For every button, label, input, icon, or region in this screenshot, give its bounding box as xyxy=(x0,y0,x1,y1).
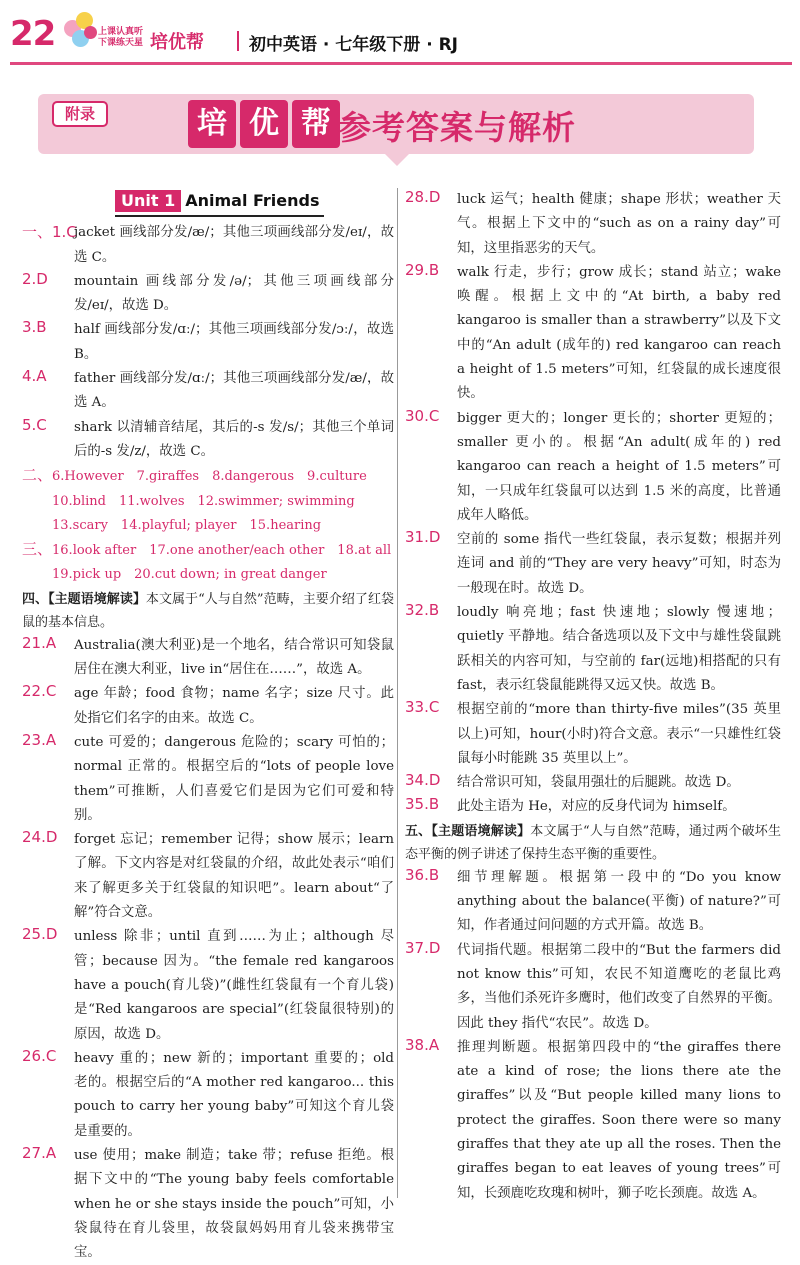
answer-item xyxy=(405,407,781,528)
answer-number: 36.B xyxy=(405,865,440,884)
answer-item xyxy=(22,682,394,731)
slogan xyxy=(98,27,143,49)
banner-title: 参考答案与解析 xyxy=(338,108,576,147)
answer-number: 35.B xyxy=(405,795,440,814)
answer-number: 31.D xyxy=(405,528,441,547)
answer-number: 2.D xyxy=(22,269,48,288)
answer-number: 37.D xyxy=(405,938,441,957)
answer-explanation: 细节理解题。根据第一段中的“Do you know anything about the balance(平衡) of nature?”可知，作者通过问问题的方式开篇。故选 B。 xyxy=(457,869,781,934)
section-label: 三、 xyxy=(22,540,53,559)
answer-item xyxy=(405,795,781,819)
answer-item xyxy=(405,601,781,698)
answer-item xyxy=(22,828,394,925)
answer-list-3 xyxy=(405,188,781,820)
answer-item xyxy=(405,771,781,795)
answer-item xyxy=(405,1036,781,1206)
answer-item xyxy=(405,698,781,771)
section-4-intro xyxy=(22,588,394,634)
answer-explanation: unless 除非；until 直到……为止；although 尽管；because 因为。“the female red kangaroos have a pouch(育儿袋)”(雌性红袋鼠有一个育儿袋)是“Red kangaroos are special”(红袋鼠很特别)的原因，故选 D。 xyxy=(74,929,394,1042)
answer-number: 27.A xyxy=(22,1143,57,1162)
answer-explanation: cute 可爱的；dangerous 危险的；scary 可怕的；normal 正常的。根据空后的“lots of people love them”可推断，人们喜爱它们是因为它们可爱和特别。 xyxy=(74,734,394,823)
answer-item xyxy=(22,1047,394,1144)
answer-explanation: Australia(澳大利亚)是一个地名，结合常识可知袋鼠居住在澳大利亚，live in“居住在……”，故选 A。 xyxy=(74,637,394,678)
answer-item xyxy=(22,416,394,465)
answer-number: 22.C xyxy=(22,682,57,701)
answer-number: 33.C xyxy=(405,698,440,717)
intro-label: 四、【主题语境解读】 xyxy=(22,591,146,607)
answer-list-2 xyxy=(22,634,394,1265)
answer-number: 30.C xyxy=(405,406,440,425)
brand-char-2: 优 xyxy=(240,100,288,148)
answer-number: 4.A xyxy=(22,367,47,386)
intro-label: 五、【主题语境解读】 xyxy=(405,823,531,839)
course-title: 初中英语 · 七年级下册 · RJ xyxy=(249,35,459,55)
column-divider xyxy=(397,188,398,1198)
answer-number: 3.B xyxy=(22,318,47,337)
answer-explanation: mountain 画线部分发/ə/；其他三项画线部分发/eɪ/，故选 D。 xyxy=(74,273,394,314)
answer-explanation: father 画线部分发/ɑː/；其他三项画线部分发/æ/，故选 A。 xyxy=(74,371,394,411)
unit-title: Animal Friends xyxy=(185,191,320,210)
answer-explanation: forget 忘记；remember 记得；show 展示；learn 了解。下文内容是对红袋鼠的介绍，故此处表示“咱们来了解更多关于红袋鼠的知识吧”。learn about“了解”符合文意。 xyxy=(74,832,394,921)
slogan-line-2: 下课练天星 xyxy=(98,38,144,48)
banner-pointer xyxy=(383,152,411,166)
answer-number: 28.D xyxy=(405,188,441,206)
section-5-intro xyxy=(405,820,781,866)
answer-number: 38.A xyxy=(405,1035,440,1054)
answer-explanation: loudly 响亮地；fast 快速地；slowly 慢速地；quietly 平静地。结合备选项以及下文中与雄性袋鼠跳跃相关的内容可知，与空前的 far(远地)相搭配的只有 fast，表示红袋鼠能跳得又远又快。故选 B。 xyxy=(457,605,781,693)
section-2-answers xyxy=(22,464,394,538)
header-divider xyxy=(237,31,239,51)
answer-list-4 xyxy=(405,866,781,1206)
answer-explanation: shark 以清辅音结尾，其后的-s 发/s/；其他三个单词后的-s 发/z/，故选 C。 xyxy=(74,419,394,459)
section-answers-line: 19.pick up 20.cut down; in great danger xyxy=(52,567,327,583)
answer-explanation: 结合常识可知，袋鼠用强壮的后腿跳。故选 D。 xyxy=(457,775,740,791)
answer-number: 一、1.C xyxy=(22,223,77,242)
answer-item xyxy=(405,866,781,939)
answer-list-1 xyxy=(22,221,394,464)
answer-item xyxy=(22,731,394,828)
section-answers-line: 13.scary 14.playful; player 15.hearing xyxy=(52,517,322,533)
answer-explanation: 代词指代题。根据第二段中的“But the farmers did not know this”可知，农民不知道鹰吃的老鼠比鸡多，当他们杀死许多鹰时，他们改变了自然界的平衡。因此 they 指代“农民”。故选 D。 xyxy=(457,942,781,1031)
answer-number: 34.D xyxy=(405,771,441,790)
intro-text: 本文属于“人与自然”范畴，通过两个破坏生态平衡的例子讲述了保持生态平衡的重要性。 xyxy=(405,823,781,862)
page-number: 22 xyxy=(10,14,56,54)
answer-item xyxy=(405,939,781,1036)
answer-item xyxy=(22,270,394,319)
right-column xyxy=(405,188,781,1206)
section-3-answers xyxy=(22,538,394,588)
answer-number: 25.D xyxy=(22,925,58,944)
brand-char-3: 帮 xyxy=(292,100,340,148)
page-header xyxy=(0,0,800,70)
brand-name: 培优帮 xyxy=(150,32,204,53)
answer-item xyxy=(405,261,781,407)
slogan-line-1: 上课认真听 xyxy=(98,27,144,37)
answer-item xyxy=(405,528,781,601)
appendix-tag: 附录 xyxy=(52,101,108,127)
section-answers-line: 6.However 7.giraffes 8.dangerous 9.culture xyxy=(52,469,367,485)
answer-item xyxy=(22,1144,394,1265)
answer-explanation: heavy 重的；new 新的；important 重要的；old 老的。根据空后的“A mother red kangaroo... this pouch to carry her young baby”可知这个育儿袋是重要的。 xyxy=(74,1050,394,1139)
intro-text: 本文属于“人与自然”范畴，主要介绍了红袋鼠的基本信息。 xyxy=(22,591,394,630)
answer-explanation: age 年龄；food 食物；name 名字；size 尺寸。此处指它们名字的由来。故选 C。 xyxy=(74,686,394,726)
answer-number: 26.C xyxy=(22,1046,57,1065)
answer-item xyxy=(22,318,394,367)
unit-label: Unit 1 xyxy=(115,190,181,212)
answer-item xyxy=(22,367,394,416)
answer-number: 24.D xyxy=(22,828,58,847)
answer-number: 5.C xyxy=(22,415,47,434)
section-answers-line: 10.blind 11.wolves 12.swimmer; swimming xyxy=(52,493,355,509)
answer-number: 29.B xyxy=(405,260,440,279)
answer-explanation: bigger 更大的；longer 更长的；shorter 更短的；smaller 更小的。根据“An adult(成年的) red kangaroo can reach a height of 1.5 meters”可知，一只成年红袋鼠可以达到 1.5 米的高度，比普通成年人略低。 xyxy=(457,410,781,523)
answer-number: 32.B xyxy=(405,601,440,620)
answer-item xyxy=(22,634,394,683)
answer-explanation: 根据空前的“more than thirty-five miles”(35 英里以上)可知，hour(小时)符合文意。表示“一只雄性红袋鼠每小时能跳 35 英里以上”。 xyxy=(457,702,781,766)
answer-explanation: luck 运气；health 健康；shape 形状；weather 天气。根据上下文中的“such as on a rainy day”可知，这里指恶劣的天气。 xyxy=(457,192,781,256)
answer-explanation: 空前的 some 指代一些红袋鼠，表示复数；根据并列连词 and 前的“They are very heavy”可知，时态为一般现在时。故选 D。 xyxy=(457,532,781,596)
brand-char-1: 培 xyxy=(188,100,236,148)
header-rule xyxy=(10,62,792,65)
answer-explanation: use 使用；make 制造；take 带；refuse 拒绝。根据下文中的“The young baby feels comfortable when he or she stays inside the pouch”可知，小袋鼠待在育儿袋里，故袋鼠妈妈用育儿袋来携带宝宝。 xyxy=(74,1147,394,1261)
unit-heading xyxy=(115,190,324,217)
answer-explanation: 推理判断题。根据第四段中的“the giraffes there ate a kind of rose; the lions there ate the giraffes”以及“But people killed many lions to protect the giraffes. Soon there were so many giraffes that they ate up all the roses. Then the giraffes began to eat leaves of young trees”可知，长颈鹿吃玫瑰和树叶，狮子吃长颈鹿。故选 A。 xyxy=(457,1039,781,1201)
section-label: 二、 xyxy=(22,466,53,485)
answer-explanation: walk 行走，步行；grow 成长；stand 站立；wake 唤醒。根据上文中的“At birth, a baby red kangaroo is smaller than a strawberry”以及下文中的“An adult (成年的) red kangaroo can reach a height of 1.5 meters”可知，红袋鼠的成长速度很快。 xyxy=(457,264,781,402)
answer-explanation: jacket 画线部分发/æ/；其他三项画线部分发/eɪ/，故选 C。 xyxy=(74,225,394,265)
answer-explanation: half 画线部分发/ɑː/；其他三项画线部分发/ɔː/，故选 B。 xyxy=(74,322,394,362)
section-answers-line: 16.look after 17.one another/each other 18.at all xyxy=(52,543,392,559)
answer-item xyxy=(22,925,394,1046)
answer-number: 23.A xyxy=(22,730,57,749)
answer-item xyxy=(22,221,394,270)
answer-number: 21.A xyxy=(22,633,57,652)
left-column xyxy=(22,188,394,1265)
answer-explanation: 此处主语为 He，对应的反身代词为 himself。 xyxy=(457,799,736,815)
answer-item xyxy=(405,188,781,261)
